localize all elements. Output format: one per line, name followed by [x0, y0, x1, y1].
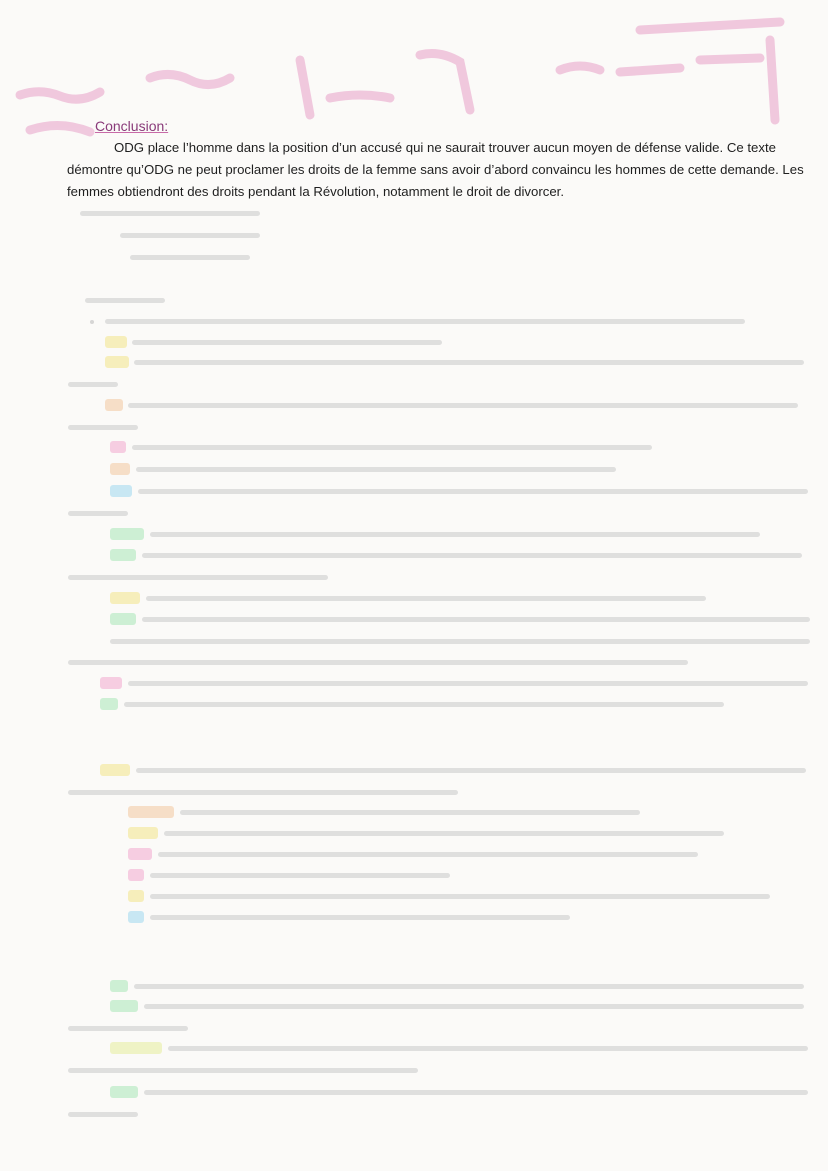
conclusion-heading: Conclusion: [95, 118, 169, 134]
conclusion-text: ODG place l’homme dans la position d’un accusé qui ne saurait trouver aucun moyen de défense valide. Ce texte démontre qu’ODG ne peut proclamer les droits de la femme sans avoir d’abord convaincu les hommes de cette demande. Les femmes obtiendront des droits pendant la Révolution, notamment le droit de divorcer. [67, 140, 804, 199]
